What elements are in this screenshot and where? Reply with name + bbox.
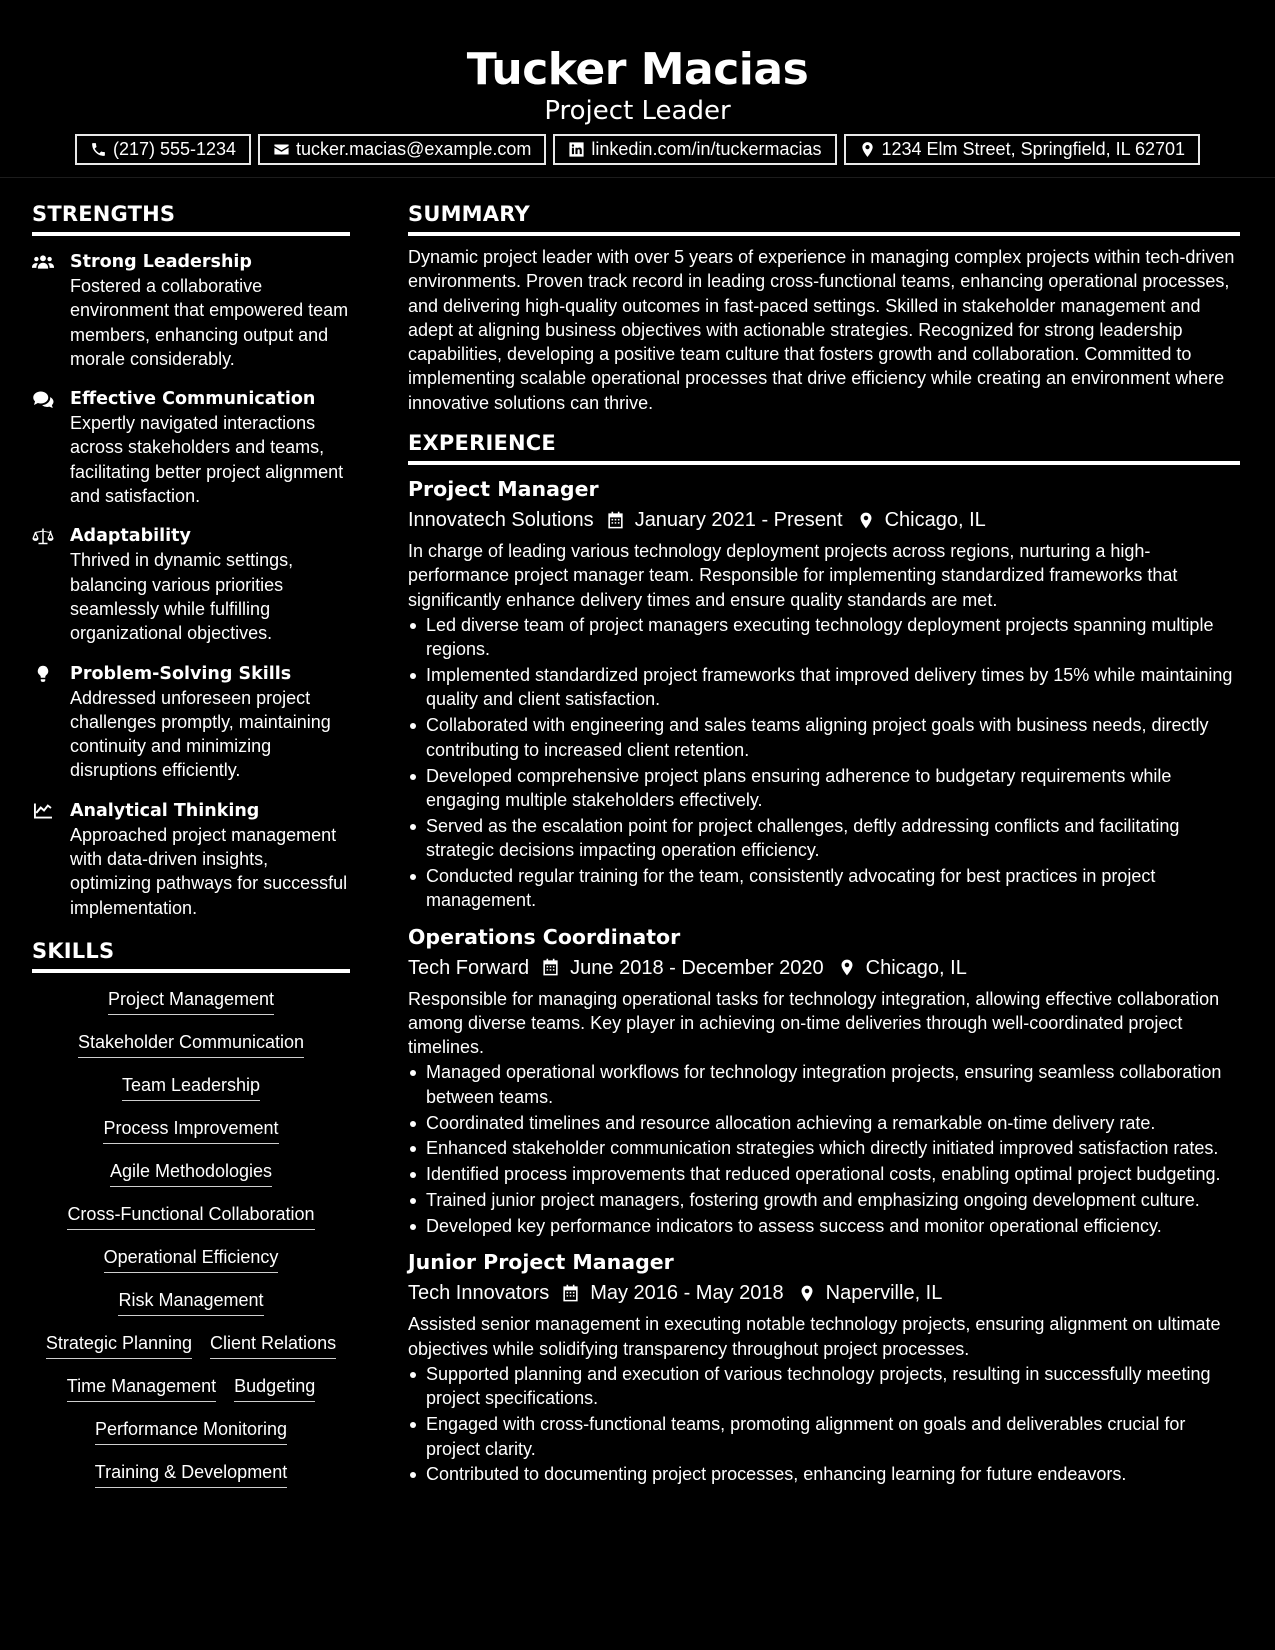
skill-tag: Performance Monitoring	[95, 1417, 287, 1445]
job-bullet: Managed operational workflows for technology integration projects, ensuring seamless collaboration between teams.	[408, 1060, 1240, 1109]
map-pin-icon	[859, 141, 876, 158]
job-description: In charge of leading various technology deployment projects across regions, nurturing a high-performance project manager team. Responsible for implementing standardized frameworks that significantly enhance delivery times and ensure quality standards are met.	[408, 541, 1178, 610]
strength-description: Approached project management with data-driven insights, optimizing pathways for successful implementation.	[70, 824, 348, 918]
contact-bar	[0, 134, 1275, 165]
skill-tag: Client Relations	[210, 1331, 336, 1359]
map-pin-icon	[838, 958, 856, 977]
skill-tag: Training & Development	[95, 1460, 287, 1488]
candidate-title: Project Leader	[544, 96, 731, 126]
skills-list	[32, 987, 350, 1503]
job-bullet: Trained junior project managers, fostering growth and emphasizing ongoing development culture.	[408, 1188, 1240, 1212]
envelope-icon	[273, 141, 290, 158]
skill-tag: Budgeting	[234, 1374, 315, 1402]
skill-tag: Time Management	[67, 1374, 216, 1402]
strength-description: Expertly navigated interactions across stakeholders and teams, facilitating better project alignment and satisfaction.	[70, 413, 344, 507]
strength-item	[32, 250, 350, 371]
experience-heading: EXPERIENCE	[408, 428, 1240, 465]
job-description: Assisted senior management in executing notable technology projects, ensuring alignment on ultimate objectives while solidifying transparency throughout project processes.	[408, 1314, 1221, 1359]
job-dates: June 2018 - December 2020	[570, 956, 824, 979]
job-title: Project Manager	[408, 477, 599, 502]
job-description: Responsible for managing operational tasks for technology integration, allowing effective collaboration among diverse teams. Key player in achieving on-time deliveries through well-coordinated project timelines.	[408, 988, 1220, 1058]
strength-title: Effective Communication	[70, 389, 316, 410]
summary-text: Dynamic project leader with over 5 years of experience in managing complex projects within tech-driven environments. Proven track record in leading cross-functional teams, enhancing operational processes, and delivering high-quality outcomes in fast-paced settings. Skilled in stakeholder management and adept at aligning business objectives with actionable strategies. Recognized for strong leadership capabilities, developing a positive team culture that fosters growth and collaboration. Committed to implementing scalable operational processes that drive efficiency while creating an environment where innovative solutions can thrive.	[408, 247, 1235, 413]
contact-linkedin[interactable]	[553, 134, 836, 165]
summary-heading: SUMMARY	[408, 199, 1240, 236]
skill-tag: Project Management	[108, 987, 274, 1015]
strength-description: Thrived in dynamic settings, balancing various priorities seamlessly while fulfilling organizational objectives.	[70, 550, 294, 644]
job-title: Operations Coordinator	[408, 924, 681, 949]
job-bullet: Developed key performance indicators to assess success and monitor operational efficiency.	[408, 1214, 1240, 1238]
skill-tag: Process Improvement	[103, 1116, 278, 1144]
linkedin-text: linkedin.com/in/tuckermacias	[591, 139, 822, 159]
line-chart-icon	[32, 802, 54, 820]
strength-item	[32, 662, 350, 783]
job-company: Tech Forward	[408, 956, 530, 979]
address-text: 1234 Elm Street, Springfield, IL 62701	[881, 139, 1186, 159]
skills-heading: SKILLS	[32, 936, 350, 973]
map-pin-icon	[857, 511, 875, 530]
job-company: Innovatech Solutions	[408, 509, 594, 532]
job-meta	[408, 506, 1240, 534]
strength-title: Adaptability	[70, 526, 191, 547]
calendar-icon	[606, 511, 625, 530]
strength-item	[32, 799, 350, 920]
job-bullet: Supported planning and execution of various technology projects, resulting in successfully meeting project specifications.	[408, 1362, 1240, 1411]
job-entry	[408, 475, 1240, 912]
strengths-heading: STRENGTHS	[32, 199, 350, 236]
job-meta	[408, 954, 1240, 982]
strength-item	[32, 387, 350, 508]
candidate-name: Tucker Macias	[466, 44, 809, 95]
skill-tag: Team Leadership	[122, 1073, 260, 1101]
left-column	[32, 199, 350, 1503]
job-bullet: Collaborated with engineering and sales teams aligning project goals with business needs, directly contributing to increased client retention.	[408, 713, 1240, 762]
linkedin-icon	[568, 141, 585, 158]
job-bullet: Served as the escalation point for project challenges, deftly addressing conflicts and facilitating strategic decisions impacting operation efficiency.	[408, 814, 1240, 863]
contact-email[interactable]	[258, 134, 546, 165]
skill-tag: Agile Methodologies	[110, 1159, 272, 1187]
job-location: Chicago, IL	[884, 509, 986, 532]
resume-header	[0, 0, 1275, 178]
job-dates: January 2021 - Present	[634, 509, 843, 532]
job-bullets	[408, 613, 1240, 913]
job-bullet: Led diverse team of project managers executing technology deployment projects spanning multiple regions.	[408, 613, 1240, 662]
job-bullet: Implemented standardized project frameworks that improved delivery times by 15% while maintaining quality and client satisfaction.	[408, 663, 1240, 712]
map-pin-icon	[798, 1284, 816, 1303]
users-icon	[32, 253, 54, 271]
strength-title: Problem-Solving Skills	[70, 663, 292, 684]
job-title: Junior Project Manager	[408, 1250, 674, 1275]
job-entry	[408, 923, 1240, 1239]
right-column	[408, 199, 1240, 1488]
job-bullets	[408, 1362, 1240, 1487]
job-bullet: Engaged with cross-functional teams, promoting alignment on goals and deliverables crucial for project clarity.	[408, 1412, 1240, 1461]
strength-description: Fostered a collaborative environment that empowered team members, enhancing output and morale considerably.	[70, 276, 349, 369]
skill-tag: Stakeholder Communication	[78, 1030, 304, 1058]
contact-phone[interactable]	[75, 134, 251, 165]
phone-icon	[90, 141, 107, 158]
skill-tag: Risk Management	[118, 1288, 263, 1316]
job-bullet: Conducted regular training for the team, consistently advocating for best practices in project management.	[408, 864, 1240, 913]
job-bullet: Coordinated timelines and resource allocation achieving a remarkable on-time delivery rate.	[408, 1111, 1240, 1135]
phone-text: (217) 555-1234	[112, 139, 237, 159]
job-bullets	[408, 1060, 1240, 1238]
job-location: Chicago, IL	[865, 956, 967, 979]
strength-item	[32, 524, 350, 645]
skill-tag: Strategic Planning	[46, 1331, 192, 1359]
job-bullet: Identified process improvements that reduced operational costs, enabling optimal project budgeting.	[408, 1162, 1240, 1186]
job-dates: May 2016 - May 2018	[590, 1282, 784, 1305]
email-text: tucker.macias@example.com	[296, 139, 532, 159]
balance-scale-icon	[32, 527, 54, 545]
comments-icon	[32, 390, 54, 408]
contact-address[interactable]	[844, 134, 1201, 165]
job-entry	[408, 1248, 1240, 1486]
calendar-icon	[541, 958, 560, 977]
calendar-icon	[561, 1284, 580, 1303]
skill-tag: Operational Efficiency	[104, 1245, 279, 1273]
strength-title: Analytical Thinking	[70, 800, 260, 821]
job-location: Naperville, IL	[825, 1282, 943, 1305]
strength-description: Addressed unforeseen project challenges promptly, maintaining continuity and minimizing disruptions efficiently.	[70, 687, 331, 781]
job-bullet: Enhanced stakeholder communication strategies which directly initiated improved satisfaction rates.	[408, 1136, 1240, 1160]
job-company: Tech Innovators	[408, 1282, 550, 1305]
strengths-list	[32, 250, 350, 920]
skill-tag: Cross-Functional Collaboration	[67, 1202, 314, 1230]
strength-title: Strong Leadership	[70, 252, 252, 272]
job-bullet: Contributed to documenting project processes, enhancing learning for future endeavors.	[408, 1462, 1240, 1486]
job-bullet: Developed comprehensive project plans ensuring adherence to budgetary requirements while engaging multiple stakeholders effectively.	[408, 764, 1240, 813]
job-meta	[408, 1279, 1240, 1307]
lightbulb-icon	[32, 665, 54, 683]
